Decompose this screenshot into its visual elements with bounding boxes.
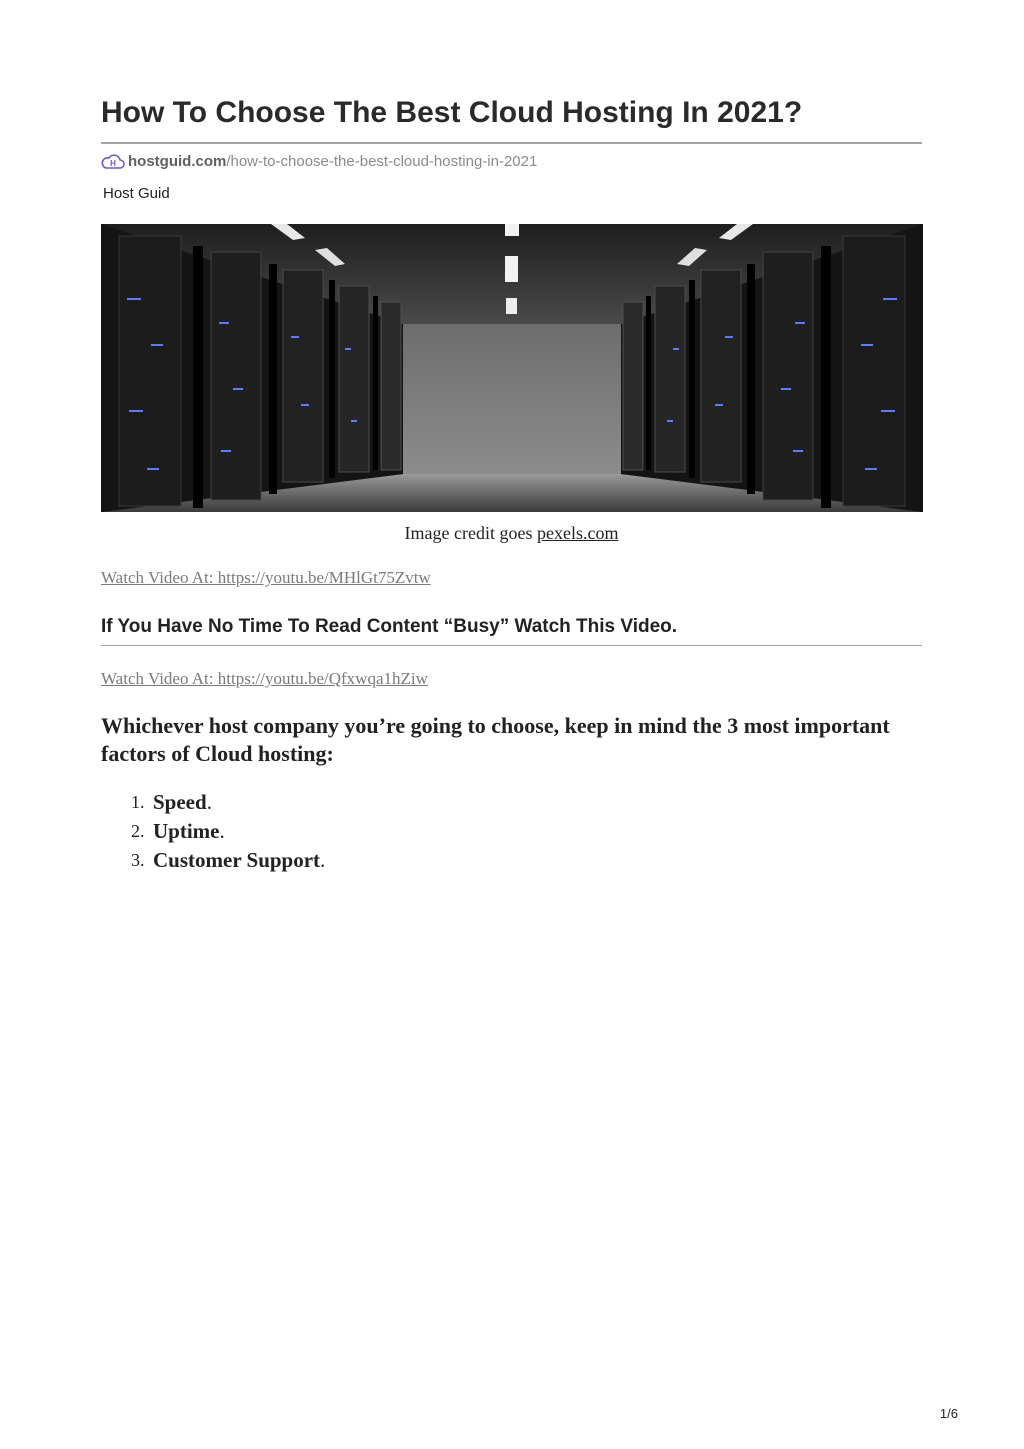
pexels-link[interactable]: pexels.com	[536, 523, 619, 543]
page-number: 1/6	[939, 1406, 958, 1421]
section-divider	[101, 645, 922, 646]
list-item	[101, 788, 325, 817]
list-punct: .	[219, 819, 225, 843]
list-item	[101, 817, 325, 846]
server-room-photo	[101, 224, 923, 512]
list-punct: .	[320, 848, 326, 872]
list-number: 3.	[131, 850, 145, 870]
section-heading: If You Have No Time To Read Content “Busy” Watch This Video.	[101, 616, 678, 637]
list-number: 1.	[131, 792, 145, 812]
title-divider	[101, 142, 922, 144]
source-path[interactable]: /how-to-choose-the-best-cloud-hosting-in-2021	[226, 152, 538, 170]
source-domain[interactable]: hostguid.com	[128, 152, 227, 170]
source-line[interactable]	[101, 151, 537, 171]
list-punct: .	[206, 790, 212, 814]
author-name: Host Guid	[103, 185, 170, 202]
page-title: How To Choose The Best Cloud Hosting In 2021?	[101, 96, 803, 129]
image-caption	[101, 523, 922, 544]
list-term: Customer Support	[153, 848, 321, 872]
lead-paragraph: Whichever host company you’re going to choose, keep in mind the 3 most important factors of Cloud hosting:	[101, 713, 890, 766]
list-number: 2.	[131, 821, 145, 841]
cloud-h-logo-icon	[101, 152, 125, 170]
list-item	[101, 846, 325, 875]
list-term: Speed	[153, 790, 207, 814]
factors-list	[101, 788, 325, 875]
svg-text:H: H	[110, 159, 116, 168]
list-term: Uptime	[153, 819, 220, 843]
caption-text: Image credit goes	[404, 523, 537, 543]
video-link-1[interactable]: Watch Video At: https://youtu.be/MHlGt75Zvtw	[101, 568, 431, 587]
video-link-2[interactable]: Watch Video At: https://youtu.be/Qfxwqa1hZiw	[101, 669, 428, 688]
